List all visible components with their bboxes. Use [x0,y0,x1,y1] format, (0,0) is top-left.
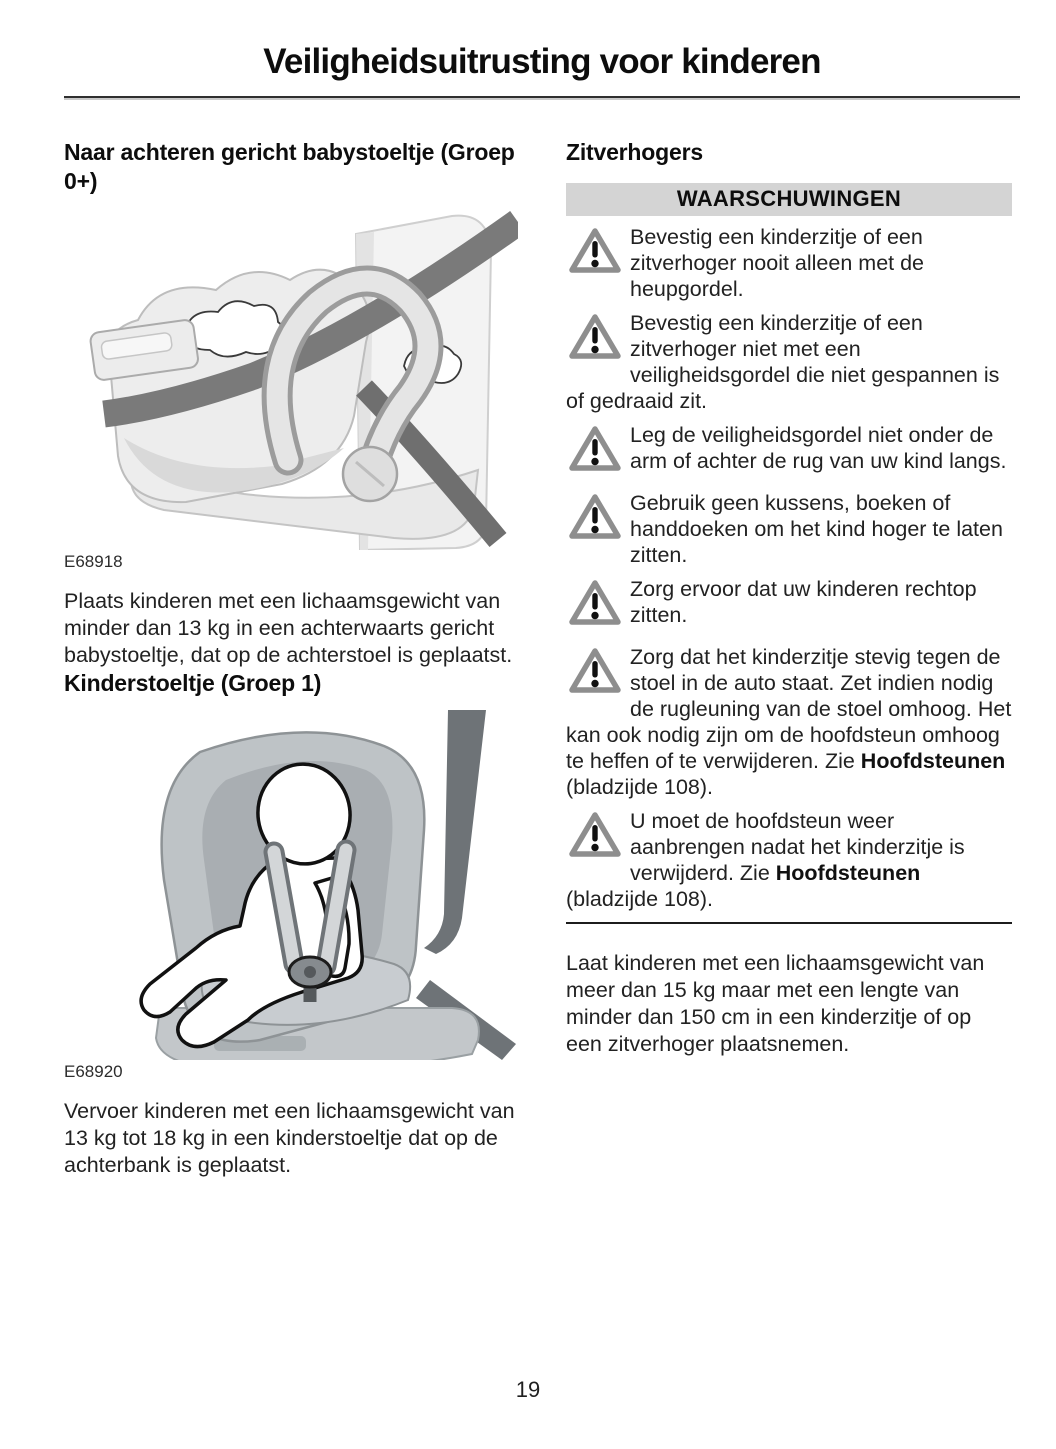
page-number: 19 [515,1377,541,1402]
warning-triangle-icon [568,425,622,473]
warning-item [566,224,1012,302]
warning-item [566,576,1012,628]
warning-item [566,310,1012,414]
warning-bold-ref: Hoofdsteunen [860,749,1006,773]
section-heading-childseat: Kinderstoeltje (Groep 1) [64,670,322,696]
warning-item [566,490,1012,568]
warning-item [566,808,1012,912]
warning-text-segment: Zorg ervoor dat uw kinderen rechtop zitten. [630,577,977,627]
warning-text [566,576,1012,628]
figure-childseat [64,710,518,1082]
figure-babyseat [64,208,518,572]
warning-triangle-icon [568,493,622,541]
warning-triangle-icon [568,811,622,859]
warning-item [566,644,1012,800]
warning-text-segment: (bladzijde 108). [566,887,714,911]
warning-text-segment: Bevestig een kinderzitje of een zitverhoger niet met een veiligheidsgordel die niet gespannen is of gedraaid zit. [566,311,1000,413]
boosters-paragraph: Laat kinderen met een lichaamsgewicht van meer dan 15 kg maar met een lengte van minder dan 150 cm in een kinderzitje of op een zitverhoger plaatsnemen. [566,951,985,1056]
warning-text-segment: Leg de veiligheidsgordel niet onder de arm of achter de rug van uw kind langs. [630,423,1007,473]
child-seat-illustration [64,710,518,1060]
warning-text-segment: (bladzijde 108). [566,775,714,799]
section-heading-babyseat: Naar achteren gericht babystoeltje (Groep 0+) [64,139,515,194]
title-divider [64,96,1020,98]
figure-label: E68918 [64,552,123,571]
warning-triangle-icon [568,227,622,275]
warning-text [566,224,1012,302]
page-title: Veiligheidsuitrusting voor kinderen [263,42,821,81]
baby-seat-illustration [64,208,518,550]
warning-bold-ref: Hoofdsteunen [775,861,921,885]
warning-text [566,808,1012,912]
warning-text [566,310,1012,414]
warning-text [566,422,1012,474]
figure-label: E68920 [64,1062,123,1081]
left-column [64,138,518,1179]
warning-item [566,422,1012,474]
warnings-header: WAARSCHUWINGEN [566,183,1012,216]
warning-text-segment: U moet de hoofdsteun weer aanbrengen nadat het kinderzitje is verwijderd. Zie [630,809,965,885]
warning-text-segment: Zorg dat het kinderzitje stevig tegen de stoel in de auto staat. Zet indien nodig de rugleuning van de stoel omhoog. Het kan ook nodig zijn om de hoofdsteun omhoog te heffen of te verwijderen. Zie [566,645,1012,773]
babyseat-paragraph: Plaats kinderen met een lichaamsgewicht van minder dan 13 kg in een achterwaarts gericht babystoeltje, dat op de achterstoel is geplaatst. [64,589,513,667]
two-column-layout [64,138,1020,1179]
childseat-paragraph: Vervoer kinderen met een lichaamsgewicht van 13 kg tot 18 kg in een kinderstoeltje dat op de achterbank is geplaatst. [64,1099,515,1177]
warning-triangle-icon [568,647,622,695]
right-column [566,138,1012,1179]
warning-text [566,490,1012,568]
warning-triangle-icon [568,313,622,361]
warnings-box [566,183,1012,924]
warning-text [566,644,1012,800]
warning-text-segment: Bevestig een kinderzitje of een zitverhoger nooit alleen met de heupgordel. [630,225,925,301]
warning-triangle-icon [568,579,622,627]
warning-text-segment: Gebruik geen kussens, boeken of handdoeken om het kind hoger te laten zitten. [630,491,1003,567]
section-heading-boosters: Zitverhogers [566,139,703,165]
